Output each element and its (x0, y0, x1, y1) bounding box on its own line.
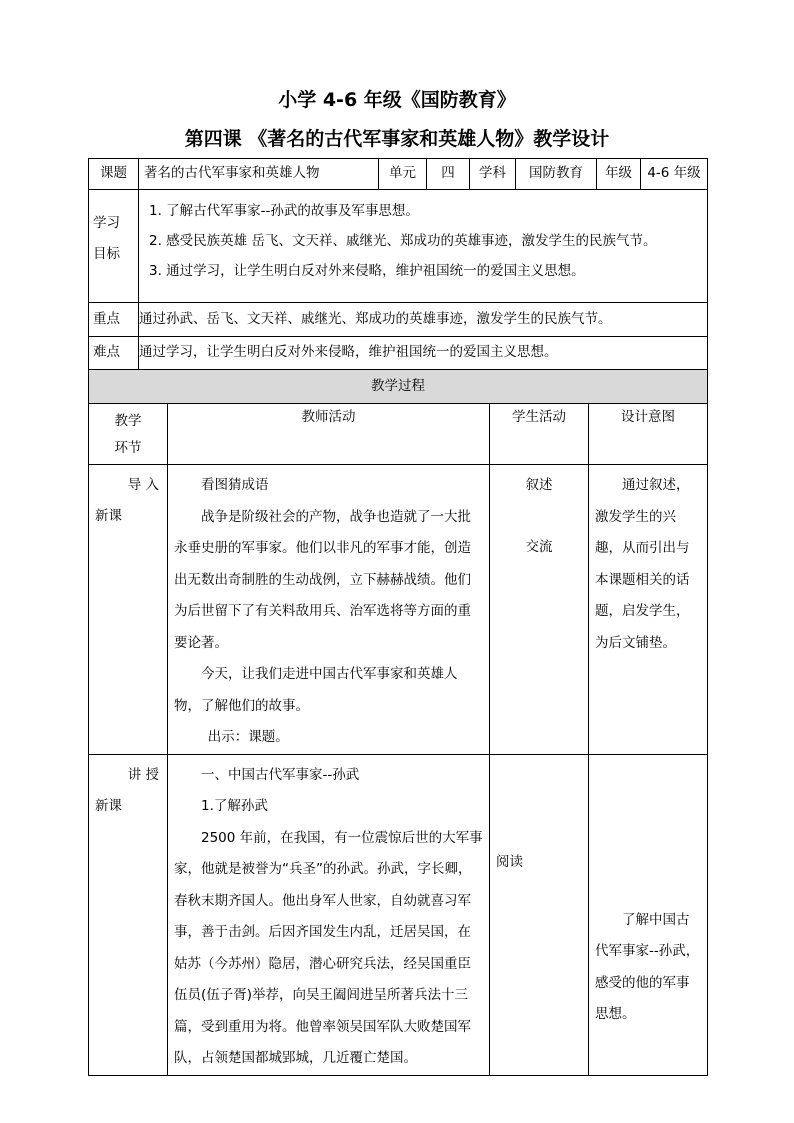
subject-value: 国防教育 (516, 159, 597, 190)
goal-item: 2. 感受民族英雄 岳飞、文天祥、戚继光、郑成功的英雄事迹，激发学生的民族气节。 (149, 233, 657, 249)
lesson-info-table (88, 158, 708, 404)
intent-text: 通过叙述，激发学生的兴趣，从而引出与本课题相关的话题，启发学生，为后文铺垫。 (595, 477, 690, 651)
document-title: 小学 4-6 年级《国防教育》 (278, 89, 516, 111)
grade-value: 4-6 年级 (641, 159, 708, 190)
stage-header-line1: 教学 (114, 413, 142, 429)
stage-header-line2: 环节 (114, 440, 142, 456)
teacher-paragraph: 1.了解孙武 (201, 798, 268, 814)
intent-text: 了解中国古代军事家--孙武，感受的他的军事思想。 (595, 911, 700, 1022)
student-column-header: 学生活动 (490, 404, 589, 465)
teacher-paragraph: 看图猜成语 (201, 477, 269, 493)
lecture-design-intent (589, 754, 708, 1075)
subject-label: 学科 (470, 159, 516, 190)
lecture-student-activity (490, 754, 589, 1075)
unit-label: 单元 (379, 159, 427, 190)
intent-column-header: 设计意图 (589, 404, 708, 465)
goals-label (89, 190, 139, 303)
intro-design-intent (589, 465, 708, 755)
topic-label: 课题 (89, 159, 139, 190)
teacher-column-header: 教师活动 (168, 404, 490, 465)
teacher-paragraph: 出示：课题。 (207, 729, 289, 745)
student-activity-line: 阅读 (496, 853, 523, 870)
teacher-paragraph: 一、中国古代军事家--孙武 (201, 766, 360, 783)
goal-item: 3. 通过学习，让学生明白反对外来侵略，维护祖国统一的爱国主义思想。 (149, 263, 585, 279)
teacher-paragraph: 2500 年前，在我国，有一位震惊后世的大军事家，他就是被誉为“兵圣”的孙武。孙武，字长卿，春秋末期齐国人。他出身军人世家，自幼就喜习军事，善于击剑。后因齐国发生内乱，迁居吴国，在姑苏（今苏州）隐居，潜心研究兵法，经吴国重臣伍员(伍子胥)举荐，向吴王阖闾进呈所著兵法十三篇，受到重用为将。他曾率领吴国军队大败楚国军队，占领楚国都城郢城，几近覆亡楚国。 (174, 829, 483, 1066)
teacher-paragraph: 今天，让我们走进中国古代军事家和英雄人物，了解他们的故事。 (174, 666, 458, 714)
intro-stage (89, 465, 168, 755)
intro-teacher-activity (168, 465, 490, 755)
lecture-stage-line1: 讲 授 (127, 766, 159, 783)
lesson-title: 第四课 《著名的古代军事家和英雄人物》教学设计 (184, 128, 610, 150)
goals-label-line1: 学习 (93, 215, 120, 231)
goals-list (139, 190, 708, 303)
stage-column-header (89, 404, 168, 465)
goal-item: 1. 了解古代军事家--孙武的故事及军事思想。 (149, 203, 419, 219)
key-point-text: 通过孙武、岳飞、文天祥、戚继光、郑成功的英雄事迹，激发学生的民族气节。 (139, 303, 708, 337)
intro-stage-line2: 新课 (95, 508, 122, 524)
difficulty-label: 难点 (89, 337, 139, 370)
teacher-paragraph: 战争是阶级社会的产物，战争也造就了一大批永垂史册的军事家。他们以非凡的军事才能，创造出无数出奇制胜的生动战例，立下赫赫战绩。他们为后世留下了有关料敌用兵、治军选将等方面的重要论著。 (174, 508, 471, 651)
teaching-process-table (88, 403, 708, 1076)
topic-value: 著名的古代军事家和英雄人物 (139, 159, 379, 190)
lecture-teacher-activity (168, 754, 490, 1075)
intro-stage-line1: 导 入 (127, 477, 159, 493)
student-activity-line: 交流 (525, 539, 553, 555)
key-point-label: 重点 (89, 303, 139, 337)
unit-value: 四 (427, 159, 470, 190)
student-activity-line: 叙述 (525, 477, 553, 493)
lecture-stage (89, 754, 168, 1075)
grade-label: 年级 (597, 159, 641, 190)
lecture-stage-line2: 新课 (95, 797, 122, 814)
process-header: 教学过程 (89, 370, 708, 404)
goals-label-line2: 目标 (93, 246, 120, 262)
intro-student-activity (490, 465, 589, 755)
difficulty-text: 通过学习，让学生明白反对外来侵略，维护祖国统一的爱国主义思想。 (139, 337, 708, 370)
